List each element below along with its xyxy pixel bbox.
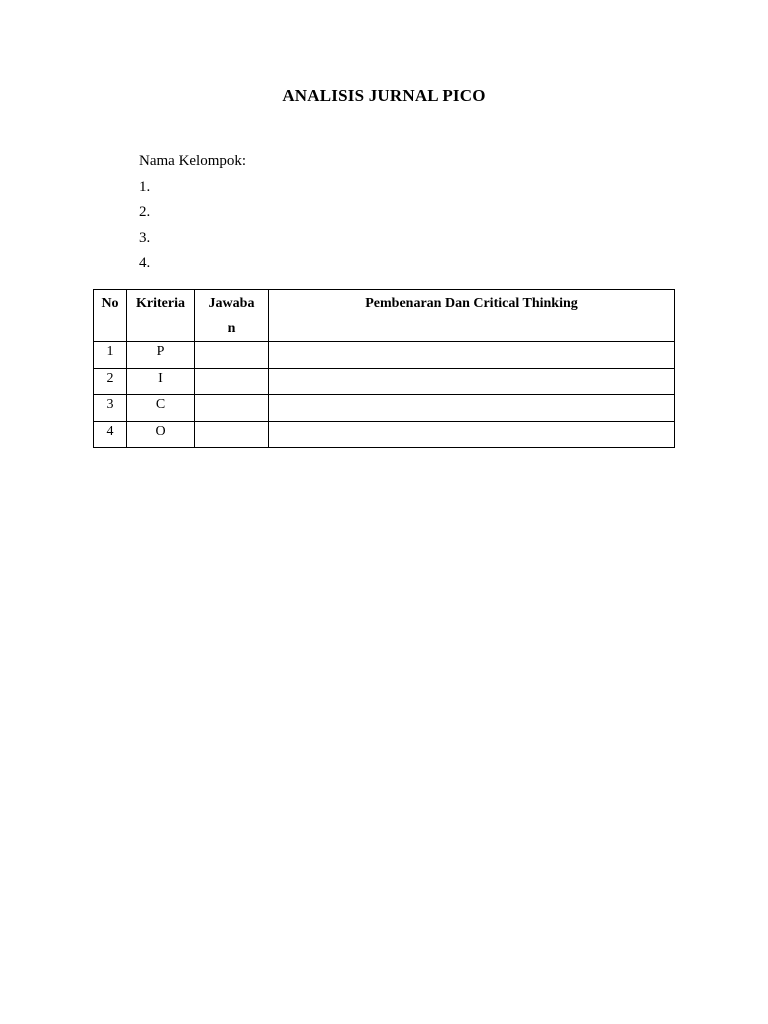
member-line-3: 3. — [139, 229, 151, 246]
table-row — [94, 342, 675, 369]
cell-no: 4 — [94, 421, 127, 448]
table-header-row — [94, 290, 675, 342]
table-row — [94, 395, 675, 422]
cell-no: 3 — [94, 395, 127, 422]
cell-jawaban[interactable] — [195, 421, 269, 448]
header-no: No — [94, 290, 127, 342]
cell-kriteria: I — [127, 368, 195, 395]
cell-pembenaran[interactable] — [269, 368, 675, 395]
header-jawaban — [195, 290, 269, 342]
group-label: Nama Kelompok: — [139, 153, 247, 169]
cell-kriteria: C — [127, 395, 195, 422]
table-row — [94, 421, 675, 448]
header-jawaban-line2: n — [227, 321, 236, 336]
cell-kriteria: P — [127, 342, 195, 369]
cell-no: 1 — [94, 342, 127, 369]
cell-no: 2 — [94, 368, 127, 395]
member-line-2: 2. — [139, 204, 151, 220]
table-row — [94, 368, 675, 395]
cell-jawaban[interactable] — [195, 368, 269, 395]
member-line-1: 1. — [139, 178, 151, 195]
group-members-block — [139, 151, 246, 279]
cell-jawaban[interactable] — [195, 342, 269, 369]
cell-kriteria: O — [127, 421, 195, 448]
header-kriteria: Kriteria — [127, 290, 195, 342]
cell-pembenaran[interactable] — [269, 395, 675, 422]
cell-jawaban[interactable] — [195, 395, 269, 422]
member-line-4: 4. — [139, 255, 151, 271]
cell-pembenaran[interactable] — [269, 421, 675, 448]
cell-pembenaran[interactable] — [269, 342, 675, 369]
page-title: ANALISIS JURNAL PICO — [282, 86, 486, 105]
pico-analysis-table — [93, 289, 675, 448]
header-jawaban-line1: Jawaba — [208, 296, 255, 311]
header-pembenaran: Pembenaran Dan Critical Thinking — [269, 290, 675, 342]
